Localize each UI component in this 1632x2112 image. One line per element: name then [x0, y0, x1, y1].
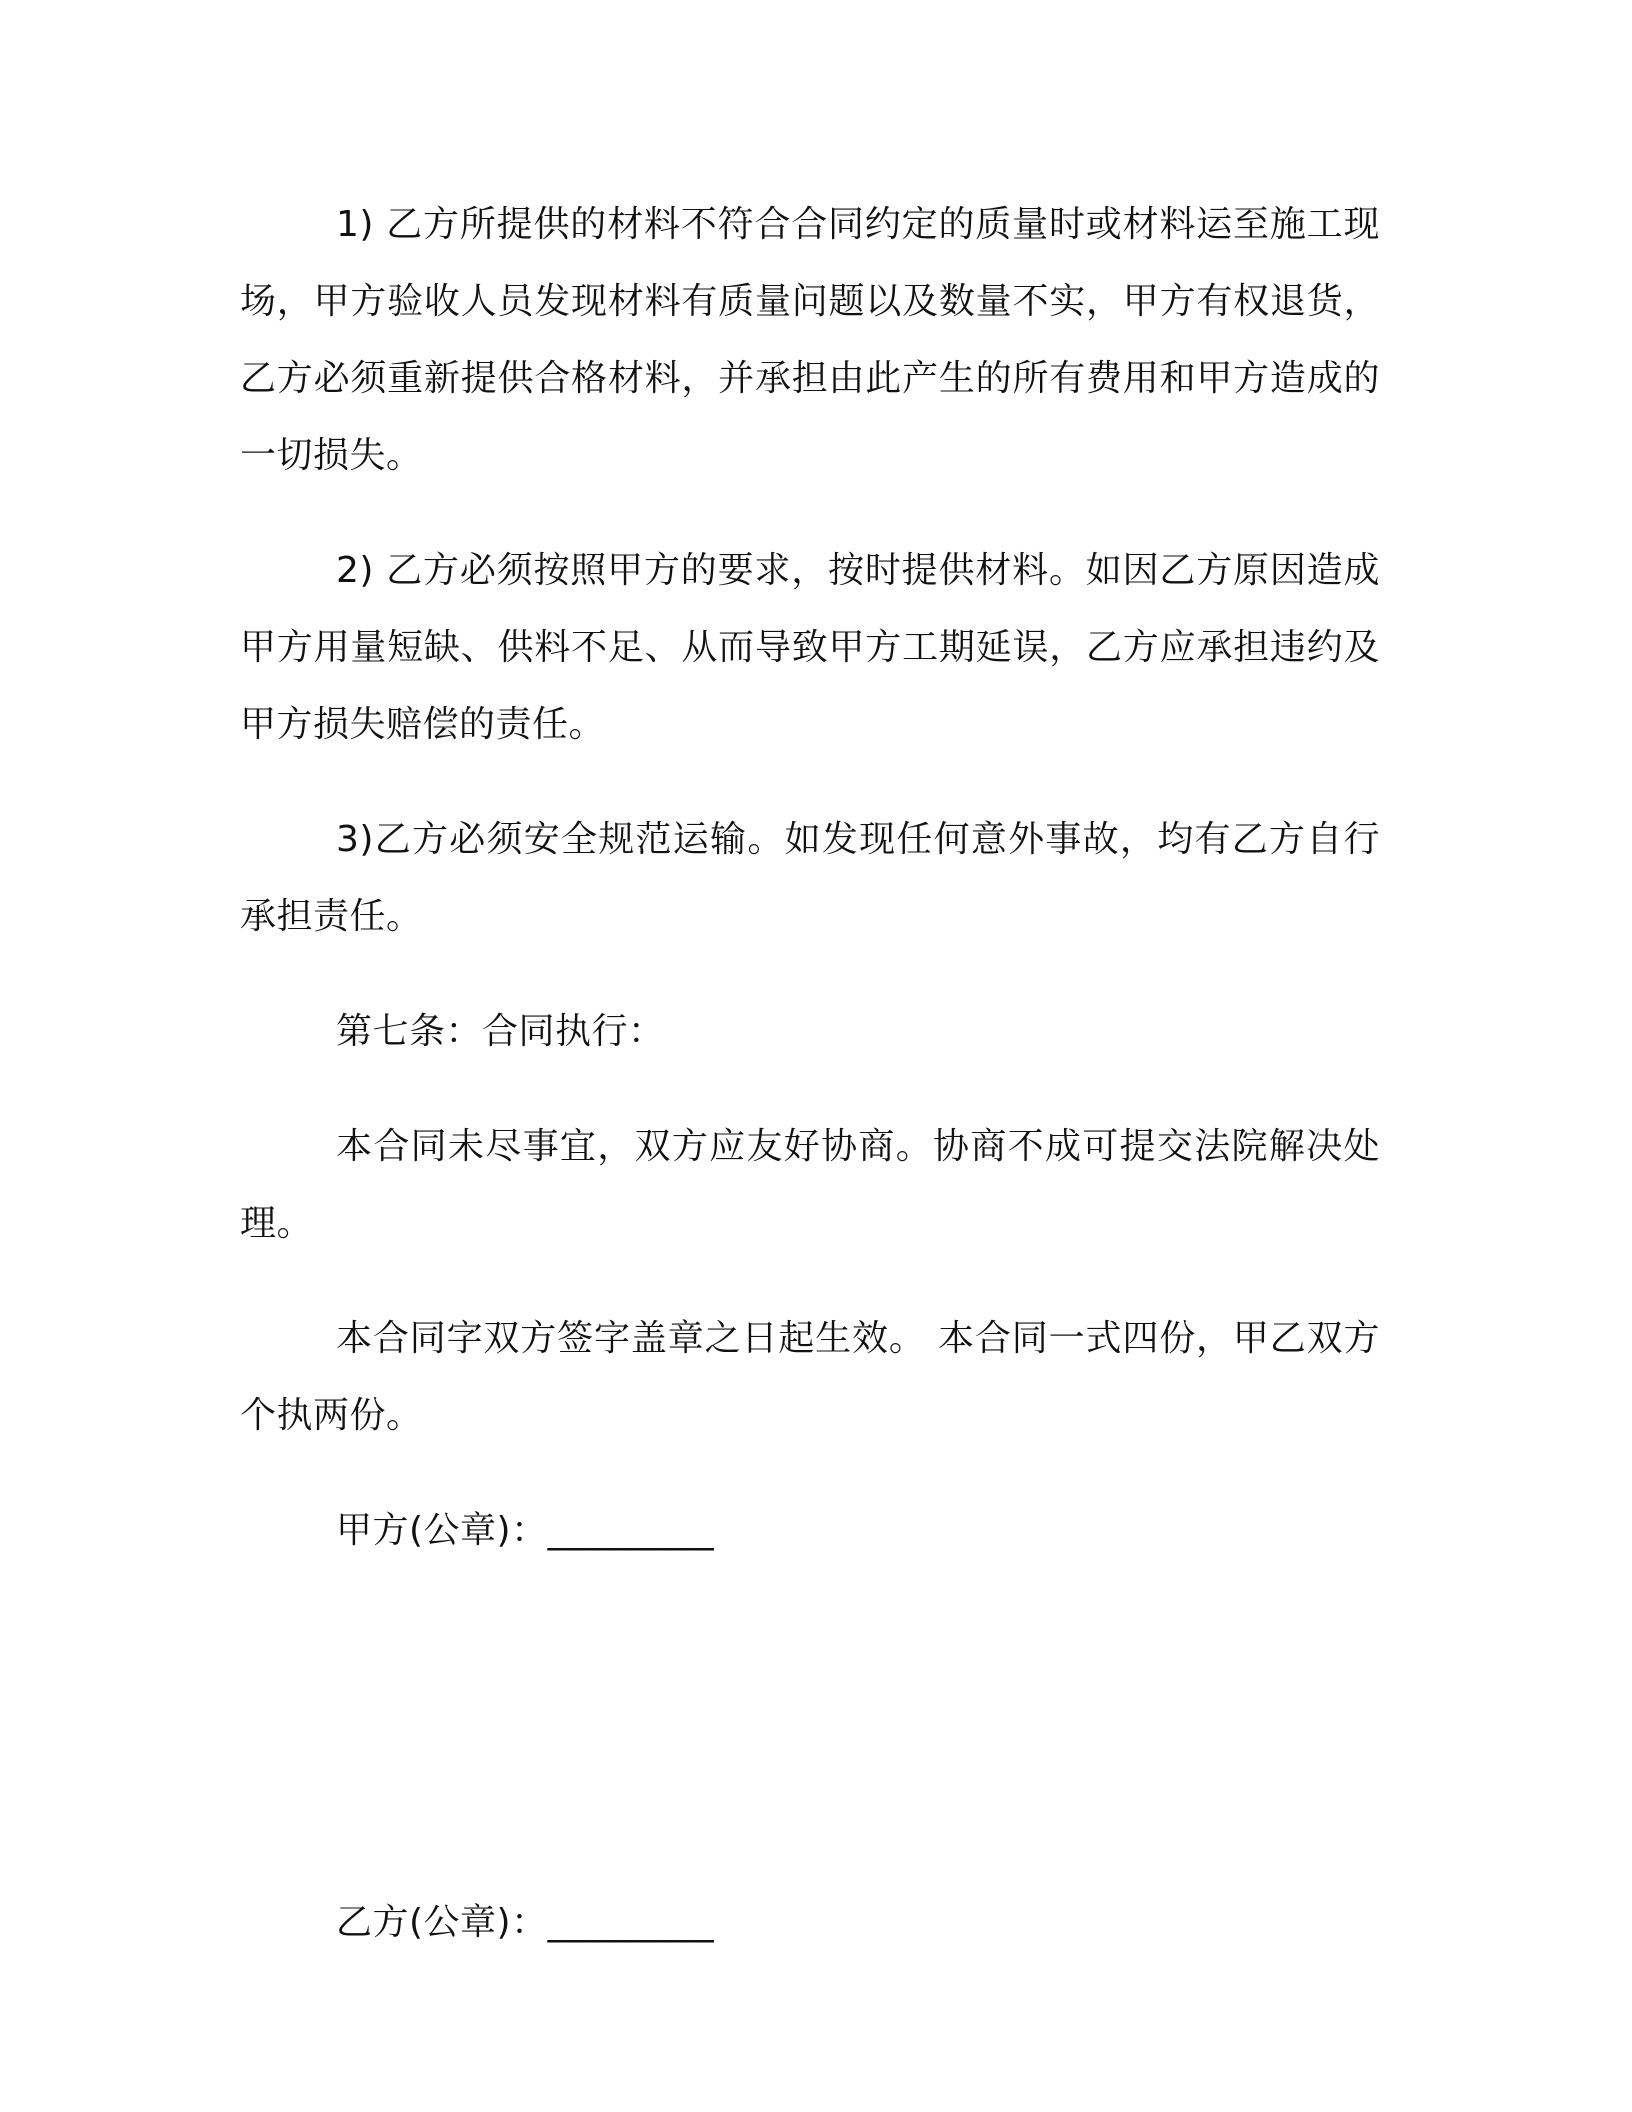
clause-6-item-3: 3)乙方必须安全规范运输。如发现任何意外事故，均有乙方自行承担责任。 [240, 819, 1380, 937]
clause-7-paragraph-1: 本合同未尽事宜，双方应友好协商。协商不成可提交法院解决处理。 [240, 1126, 1380, 1244]
party-b-label: 乙方(公章)： [336, 1902, 548, 1943]
party-a-signature [240, 1492, 1380, 1569]
party-a-label: 甲方(公章)： [336, 1510, 548, 1551]
clause-7-paragraph-2: 本合同字双方签字盖章之日起生效。 本合同一式四份，甲乙双方个执两份。 [240, 1318, 1380, 1436]
party-a-signature-blank: _________ [547, 1510, 715, 1551]
party-b-signature [240, 1884, 1380, 1961]
clause-7-heading: 第七条：合同执行： [336, 1011, 665, 1052]
party-b-signature-blank: _________ [547, 1902, 715, 1943]
document-body [240, 186, 1380, 1961]
clause-6-item-2: 2) 乙方必须按照甲方的要求，按时提供材料。如因乙方原因造成甲方用量短缺、供料不足、从而导致甲方工期延误，乙方应承担违约及甲方损失赔偿的责任。 [240, 550, 1380, 745]
clause-6-item-1: 1) 乙方所提供的材料不符合合同约定的质量时或材料运至施工现场，甲方验收人员发现材料有质量问题以及数量不实，甲方有权退货，乙方必须重新提供合格材料，并承担由此产生的所有费用和甲方造成的一切损失。 [240, 204, 1380, 476]
